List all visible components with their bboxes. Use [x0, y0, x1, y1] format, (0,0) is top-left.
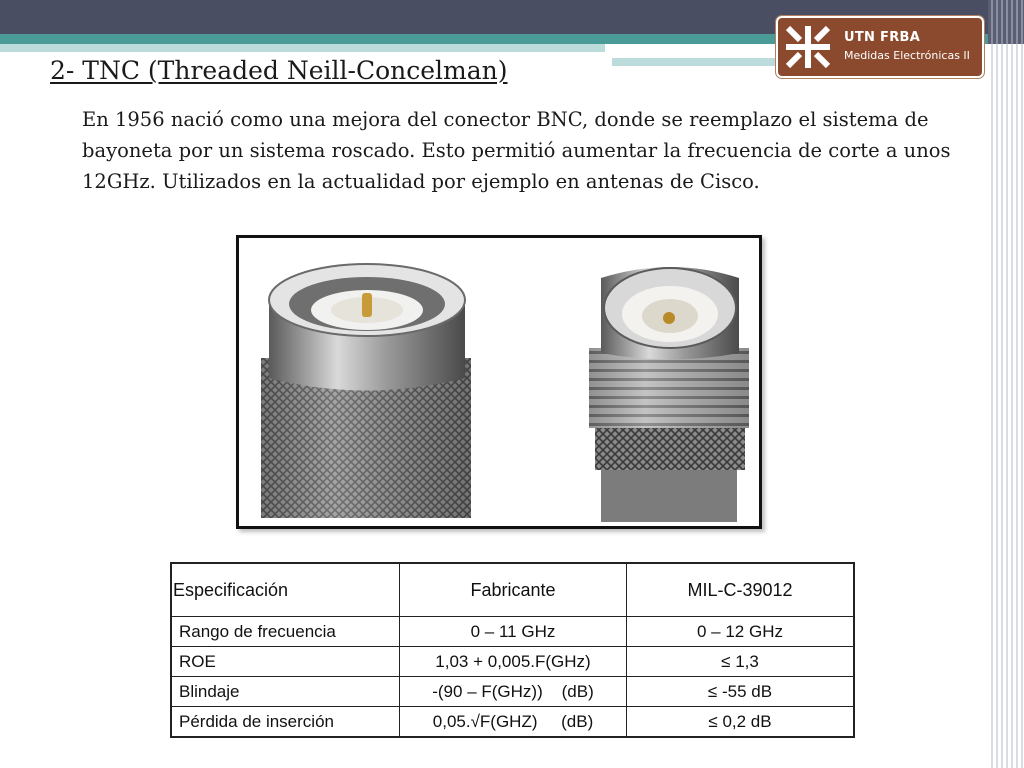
table-row	[171, 647, 854, 677]
spec-label: Blindaje	[171, 677, 400, 707]
utn-logo-icon	[782, 22, 834, 72]
header-fabricante: Fabricante	[400, 563, 627, 617]
logo-badge	[776, 16, 984, 78]
header-especificacion: Especificación	[171, 563, 400, 617]
spec-table	[170, 562, 855, 738]
intro-paragraph: En 1956 nació como una mejora del conector BNC, donde se reemplazo el sistema de bayoneta por un sistema roscado. Esto permitió aumentar la frecuencia de corte a unos 12GHz. Utilizados en la actualidad por ejemplo en antenas de Cisco.	[82, 108, 951, 193]
header-light-band-right	[612, 58, 782, 66]
tnc-male-connector	[261, 264, 471, 518]
brand-name: UTN FRBA	[844, 30, 921, 45]
mil-value: ≤ 1,3	[627, 647, 855, 677]
side-stripes-top	[988, 0, 1024, 44]
spec-label: Rango de frecuencia	[171, 617, 400, 647]
spec-label: Pérdida de inserción	[171, 707, 400, 738]
header-mil-spec: MIL-C-39012	[627, 563, 855, 617]
table-row	[171, 677, 854, 707]
table-row	[171, 707, 854, 738]
side-stripes	[988, 0, 1024, 768]
table-header-row	[171, 563, 854, 617]
course-name: Medidas Electrónicas II	[844, 49, 970, 62]
mil-value: ≤ 0,2 dB	[627, 707, 855, 738]
slide-title: 2- TNC (Threaded Neill-Concelman)	[50, 56, 508, 85]
manufacturer-value: 1,03 + 0,005.F(GHz)	[400, 647, 627, 677]
connector-photo	[236, 235, 762, 529]
spec-label: ROE	[171, 647, 400, 677]
mil-value: 0 – 12 GHz	[627, 617, 855, 647]
manufacturer-value: -(90 – F(GHz)) (dB)	[400, 677, 627, 707]
tnc-female-connector	[589, 267, 749, 522]
mil-value: ≤ -55 dB	[627, 677, 855, 707]
header-light-band	[0, 44, 605, 52]
manufacturer-value: 0 – 11 GHz	[400, 617, 627, 647]
manufacturer-value: 0,05.√F(GHZ) (dB)	[400, 707, 627, 738]
table-row	[171, 617, 854, 647]
